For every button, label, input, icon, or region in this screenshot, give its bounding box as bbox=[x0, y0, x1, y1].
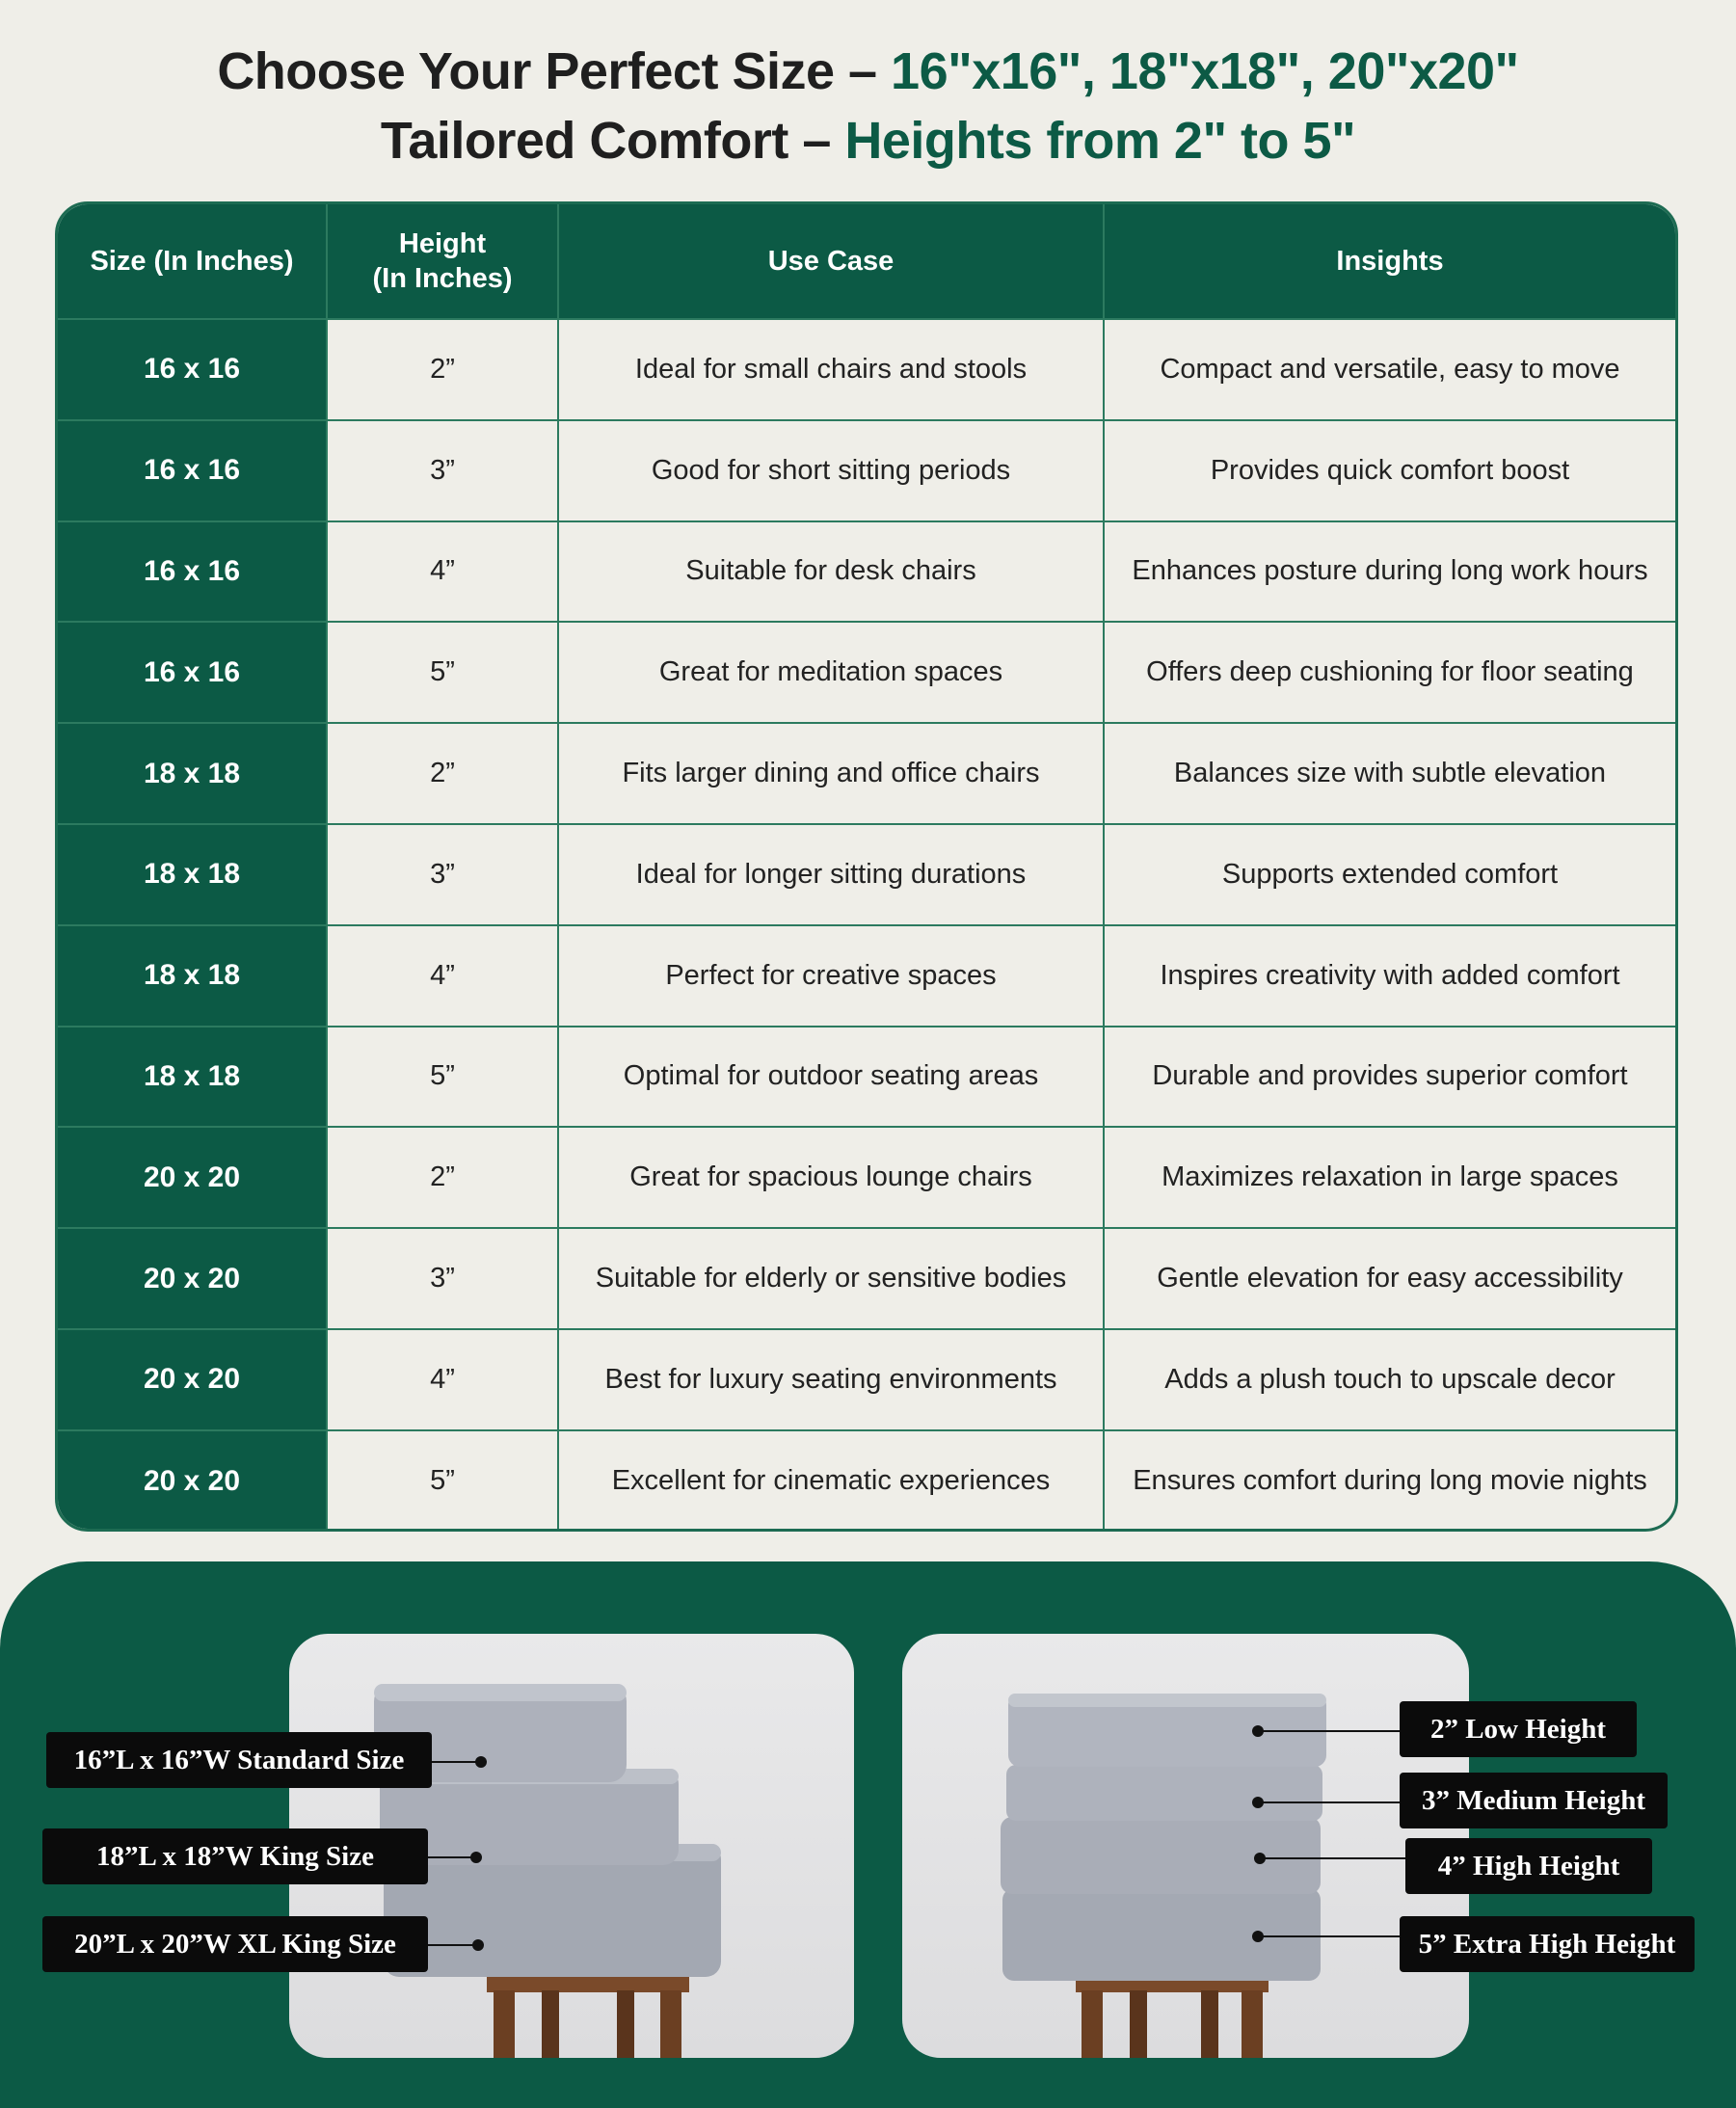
stacked-cushions-by-height-illustration bbox=[902, 1634, 1469, 2058]
callout-high-height-leader bbox=[1260, 1857, 1408, 1859]
headline-line-2 bbox=[0, 106, 1736, 175]
insight-cell: Balances size with subtle elevation bbox=[1104, 723, 1675, 824]
insight-cell: Adds a plush touch to upscale decor bbox=[1104, 1329, 1675, 1430]
callout-king-size-leader bbox=[428, 1856, 472, 1858]
use-case-cell: Great for spacious lounge chairs bbox=[558, 1127, 1104, 1228]
use-case-cell: Good for short sitting periods bbox=[558, 420, 1104, 521]
headline-line-1-accent: 16"x16", 18"x18", 20"x20" bbox=[891, 42, 1519, 100]
size-cell: 18 x 18 bbox=[58, 824, 327, 925]
use-case-cell: Best for luxury seating environments bbox=[558, 1329, 1104, 1430]
height-cell: 5” bbox=[327, 1027, 558, 1128]
size-cell: 18 x 18 bbox=[58, 925, 327, 1027]
callout-xl-king-size: 20”L x 20”W XL King Size bbox=[42, 1916, 428, 1972]
table-row bbox=[58, 420, 1675, 521]
callout-medium-height-leader bbox=[1258, 1801, 1401, 1803]
size-cell: 16 x 16 bbox=[58, 420, 327, 521]
headline-line-2-prefix: Tailored Comfort – bbox=[380, 112, 845, 170]
use-case-cell: Optimal for outdoor seating areas bbox=[558, 1027, 1104, 1128]
use-case-cell: Ideal for longer sitting durations bbox=[558, 824, 1104, 925]
table-row bbox=[58, 1027, 1675, 1128]
callout-xl-king-size-dot bbox=[472, 1939, 484, 1951]
column-header-insights: Insights bbox=[1104, 204, 1675, 319]
size-cell: 16 x 16 bbox=[58, 521, 327, 623]
table-row bbox=[58, 824, 1675, 925]
table-row bbox=[58, 622, 1675, 723]
use-case-cell: Fits larger dining and office chairs bbox=[558, 723, 1104, 824]
use-case-cell: Ideal for small chairs and stools bbox=[558, 319, 1104, 420]
insight-cell: Offers deep cushioning for floor seating bbox=[1104, 622, 1675, 723]
size-cell: 20 x 20 bbox=[58, 1430, 327, 1532]
height-cell: 4” bbox=[327, 521, 558, 623]
insight-cell: Provides quick comfort boost bbox=[1104, 420, 1675, 521]
callout-high-height: 4” High Height bbox=[1405, 1838, 1652, 1894]
callout-extra-high-height: 5” Extra High Height bbox=[1400, 1916, 1695, 1972]
height-cell: 3” bbox=[327, 420, 558, 521]
product-panel bbox=[0, 1561, 1736, 2108]
callout-king-size: 18”L x 18”W King Size bbox=[42, 1828, 428, 1884]
height-cell: 4” bbox=[327, 925, 558, 1027]
callout-standard-size-leader bbox=[432, 1761, 480, 1763]
callout-medium-height: 3” Medium Height bbox=[1400, 1773, 1668, 1828]
table-row bbox=[58, 925, 1675, 1027]
headline-line-1-prefix: Choose Your Perfect Size – bbox=[217, 42, 892, 100]
table-row bbox=[58, 521, 1675, 623]
size-table-grid bbox=[58, 204, 1675, 1532]
size-cell: 18 x 18 bbox=[58, 1027, 327, 1128]
size-cell: 18 x 18 bbox=[58, 723, 327, 824]
insight-cell: Supports extended comfort bbox=[1104, 824, 1675, 925]
use-case-cell: Suitable for elderly or sensitive bodies bbox=[558, 1228, 1104, 1329]
use-case-cell: Perfect for creative spaces bbox=[558, 925, 1104, 1027]
use-case-cell: Excellent for cinematic experiences bbox=[558, 1430, 1104, 1532]
insight-cell: Compact and versatile, easy to move bbox=[1104, 319, 1675, 420]
height-cell: 3” bbox=[327, 824, 558, 925]
callout-xl-king-size-leader bbox=[428, 1944, 474, 1946]
callout-standard-size-dot bbox=[475, 1756, 487, 1768]
callout-low-height: 2” Low Height bbox=[1400, 1701, 1637, 1757]
size-table bbox=[55, 201, 1678, 1532]
callout-standard-size: 16”L x 16”W Standard Size bbox=[46, 1732, 432, 1788]
table-row bbox=[58, 1329, 1675, 1430]
size-cell: 16 x 16 bbox=[58, 622, 327, 723]
height-cell: 2” bbox=[327, 723, 558, 824]
table-row bbox=[58, 319, 1675, 420]
size-cell: 20 x 20 bbox=[58, 1329, 327, 1430]
table-header-row bbox=[58, 204, 1675, 319]
table-row bbox=[58, 1127, 1675, 1228]
height-cell: 5” bbox=[327, 1430, 558, 1532]
insight-cell: Durable and provides superior comfort bbox=[1104, 1027, 1675, 1128]
height-cell: 2” bbox=[327, 1127, 558, 1228]
headline bbox=[0, 37, 1736, 175]
insight-cell: Gentle elevation for easy accessibility bbox=[1104, 1228, 1675, 1329]
height-cell: 5” bbox=[327, 622, 558, 723]
insight-cell: Ensures comfort during long movie nights bbox=[1104, 1430, 1675, 1532]
column-header-height: Height (In Inches) bbox=[327, 204, 558, 319]
column-header-use-case: Use Case bbox=[558, 204, 1104, 319]
size-cell: 20 x 20 bbox=[58, 1127, 327, 1228]
height-cell: 3” bbox=[327, 1228, 558, 1329]
insight-cell: Maximizes relaxation in large spaces bbox=[1104, 1127, 1675, 1228]
heights-photo bbox=[902, 1634, 1469, 2058]
size-cell: 20 x 20 bbox=[58, 1228, 327, 1329]
table-row bbox=[58, 723, 1675, 824]
size-cell: 16 x 16 bbox=[58, 319, 327, 420]
use-case-cell: Great for meditation spaces bbox=[558, 622, 1104, 723]
column-header-size: Size (In Inches) bbox=[58, 204, 327, 319]
insight-cell: Enhances posture during long work hours bbox=[1104, 521, 1675, 623]
table-row bbox=[58, 1228, 1675, 1329]
height-cell: 4” bbox=[327, 1329, 558, 1430]
use-case-cell: Suitable for desk chairs bbox=[558, 521, 1104, 623]
table-row bbox=[58, 1430, 1675, 1532]
callout-extra-high-height-leader bbox=[1258, 1935, 1401, 1937]
insight-cell: Inspires creativity with added comfort bbox=[1104, 925, 1675, 1027]
callout-low-height-leader bbox=[1258, 1730, 1401, 1732]
headline-line-1 bbox=[0, 37, 1736, 106]
callout-king-size-dot bbox=[470, 1852, 482, 1863]
headline-line-2-accent: Heights from 2" to 5" bbox=[844, 112, 1356, 170]
height-cell: 2” bbox=[327, 319, 558, 420]
